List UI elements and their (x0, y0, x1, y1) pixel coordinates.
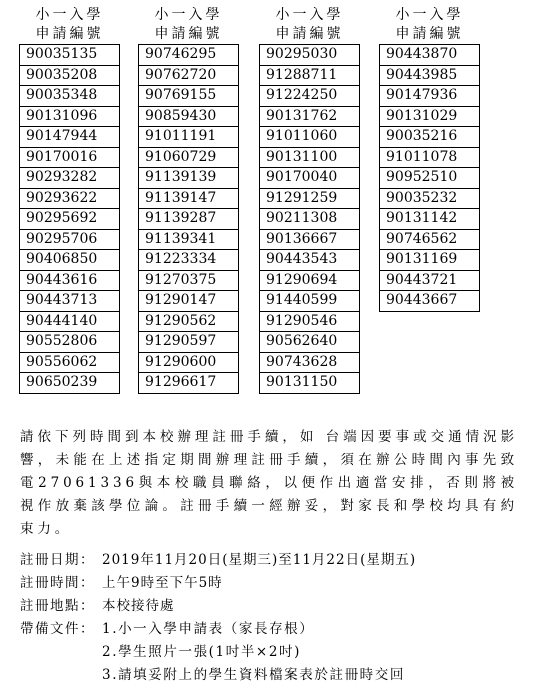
registration-time-row (20, 572, 535, 595)
table-row (380, 229, 480, 250)
application-number-cell: 91011191 (139, 127, 239, 148)
number-column-3 (259, 6, 360, 394)
number-column-2 (138, 6, 239, 394)
application-number-cell: 90769155 (139, 86, 239, 107)
application-number-cell: 90211308 (260, 209, 360, 230)
application-number-cell: 90295706 (20, 229, 120, 250)
number-table (19, 44, 120, 394)
table-row (139, 291, 239, 312)
application-number-cell: 90293282 (20, 168, 120, 189)
application-number-cell: 90147944 (20, 127, 120, 148)
document-item: 3.請填妥附上的學生資料檔案表於註冊時交回 (102, 667, 405, 683)
application-number-cell: 90952510 (380, 168, 480, 189)
application-number-cell: 90443616 (20, 270, 120, 291)
table-row (20, 311, 120, 332)
application-number-cell: 90035348 (20, 86, 120, 107)
column-header-line2: 申請編號 (395, 26, 464, 42)
application-number-cell: 90131142 (380, 209, 480, 230)
application-number-cell: 90859430 (139, 106, 239, 127)
application-number-cell: 90443667 (380, 291, 480, 312)
table-row (380, 86, 480, 107)
table-row (139, 311, 239, 332)
registration-details (20, 549, 535, 687)
table-row (260, 291, 360, 312)
table-row (380, 65, 480, 86)
table-row (139, 209, 239, 230)
application-number-cell: 91290562 (139, 311, 239, 332)
application-number-cell: 91139147 (139, 188, 239, 209)
documents-row (20, 641, 535, 664)
registration-time-value: 上午9時至下午5時 (102, 575, 223, 591)
application-number-cell: 91224250 (260, 86, 360, 107)
column-header-line1: 小一入學 (275, 7, 344, 23)
application-number-cell: 90746295 (139, 45, 239, 66)
table-row (380, 127, 480, 148)
column-header-line1: 小一入學 (35, 7, 104, 23)
table-row (139, 250, 239, 271)
application-number-cell: 91296617 (139, 373, 239, 394)
application-number-cell: 90295030 (260, 45, 360, 66)
application-number-cell: 91288711 (260, 65, 360, 86)
registration-place-row (20, 595, 535, 618)
table-row (139, 188, 239, 209)
column-header (259, 6, 360, 44)
table-row (380, 270, 480, 291)
table-row (20, 250, 120, 271)
application-number-cell: 90552806 (20, 332, 120, 353)
application-number-cell: 90762720 (139, 65, 239, 86)
column-header-line1: 小一入學 (395, 7, 464, 23)
table-row (260, 352, 360, 373)
registration-notice (20, 426, 518, 541)
table-row (260, 188, 360, 209)
table-row (260, 373, 360, 394)
application-number-cell: 90746562 (380, 229, 480, 250)
application-number-cell: 90035216 (380, 127, 480, 148)
application-number-cell: 90170016 (20, 147, 120, 168)
table-row (260, 86, 360, 107)
application-number-cell: 90556062 (20, 352, 120, 373)
application-number-cell: 91011078 (380, 147, 480, 168)
application-number-cell: 91440599 (260, 291, 360, 312)
table-row (260, 311, 360, 332)
column-header-line2: 申請編號 (35, 26, 104, 42)
application-number-cell: 90443985 (380, 65, 480, 86)
application-number-cell: 90295692 (20, 209, 120, 230)
table-row (260, 332, 360, 353)
application-number-cell: 91290546 (260, 311, 360, 332)
table-row (20, 352, 120, 373)
number-table (379, 44, 480, 312)
application-number-cell: 91290600 (139, 352, 239, 373)
application-number-cell: 90562640 (260, 332, 360, 353)
application-number-cell: 90035232 (380, 188, 480, 209)
application-number-cell: 90444140 (20, 311, 120, 332)
table-row (139, 270, 239, 291)
registration-time-label: 註冊時間： (20, 575, 95, 591)
table-row (139, 86, 239, 107)
application-number-cell: 91011060 (260, 127, 360, 148)
column-header (138, 6, 239, 44)
application-number-cell: 90293622 (20, 188, 120, 209)
table-row (380, 168, 480, 189)
table-row (20, 270, 120, 291)
application-number-cell: 90170040 (260, 168, 360, 189)
table-row (20, 229, 120, 250)
table-row (139, 332, 239, 353)
number-table (138, 44, 239, 394)
number-column-4 (379, 6, 480, 312)
table-row (20, 106, 120, 127)
table-row (20, 168, 120, 189)
application-number-cell: 91139287 (139, 209, 239, 230)
table-row (260, 45, 360, 66)
table-row (139, 168, 239, 189)
application-number-cell: 91290147 (139, 291, 239, 312)
table-row (20, 127, 120, 148)
table-row (20, 373, 120, 394)
table-row (20, 147, 120, 168)
table-row (260, 127, 360, 148)
documents-label: 帶備文件： (20, 621, 95, 637)
table-row (380, 291, 480, 312)
documents-row (20, 618, 535, 641)
application-number-cell: 90131096 (20, 106, 120, 127)
table-row (139, 373, 239, 394)
table-row (260, 250, 360, 271)
table-row (139, 65, 239, 86)
application-number-cell: 90035135 (20, 45, 120, 66)
column-header (379, 6, 480, 44)
application-number-cell: 91291259 (260, 188, 360, 209)
table-row (380, 250, 480, 271)
application-number-cell: 90650239 (20, 373, 120, 394)
table-row (139, 147, 239, 168)
column-header (19, 6, 120, 44)
table-row (20, 291, 120, 312)
table-row (139, 352, 239, 373)
number-table (259, 44, 360, 394)
application-number-cell: 90131762 (260, 106, 360, 127)
application-number-tables (19, 6, 539, 408)
application-number-cell: 91060729 (139, 147, 239, 168)
table-row (139, 229, 239, 250)
application-number-cell: 90443713 (20, 291, 120, 312)
table-row (260, 65, 360, 86)
table-row (380, 209, 480, 230)
column-header-line1: 小一入學 (154, 7, 223, 23)
table-row (380, 106, 480, 127)
table-row (380, 147, 480, 168)
registration-place-value: 本校接待處 (102, 598, 175, 614)
application-number-cell: 90131150 (260, 373, 360, 394)
table-row (20, 86, 120, 107)
application-number-cell: 91290694 (260, 270, 360, 291)
document-item: 1.小一入學申請表（家長存根） (102, 621, 315, 637)
application-number-cell: 90131169 (380, 250, 480, 271)
column-header-line2: 申請編號 (154, 26, 223, 42)
application-number-cell: 91223334 (139, 250, 239, 271)
table-row (260, 147, 360, 168)
application-number-cell: 90035208 (20, 65, 120, 86)
application-number-cell: 91270375 (139, 270, 239, 291)
application-number-cell: 90147936 (380, 86, 480, 107)
table-row (260, 106, 360, 127)
application-number-cell: 90406850 (20, 250, 120, 271)
application-number-cell: 90136667 (260, 229, 360, 250)
table-row (139, 106, 239, 127)
registration-date-label: 註冊日期： (20, 552, 95, 568)
table-row (139, 45, 239, 66)
application-number-cell: 90443870 (380, 45, 480, 66)
application-number-cell: 90443543 (260, 250, 360, 271)
table-row (260, 168, 360, 189)
table-row (260, 209, 360, 230)
notice-text: 請依下列時間到本校辦理註冊手續，如 台端因要事或交通情況影響，未能在上述指定期間辦理註冊手續，須在辦公時間內事先致電27061336與本校職員聯絡，以便作出適當安排，否則將被視作放棄該學位論。註冊手續一經辦妥，對家長和學校均具有約束力。 (20, 429, 518, 537)
table-row (260, 270, 360, 291)
table-row (380, 45, 480, 66)
registration-date-row (20, 549, 535, 572)
table-row (380, 188, 480, 209)
documents-row (20, 664, 535, 687)
application-number-cell: 90131029 (380, 106, 480, 127)
application-number-cell: 91139341 (139, 229, 239, 250)
table-row (139, 127, 239, 148)
application-number-cell: 91139139 (139, 168, 239, 189)
number-column-1 (19, 6, 120, 394)
registration-date-value: 2019年11月20日(星期三)至11月22日(星期五) (102, 552, 417, 568)
registration-place-label: 註冊地點： (20, 598, 95, 614)
table-row (20, 209, 120, 230)
column-header-line2: 申請編號 (275, 26, 344, 42)
application-number-cell: 90131100 (260, 147, 360, 168)
application-number-cell: 91290597 (139, 332, 239, 353)
table-row (20, 45, 120, 66)
application-number-cell: 90443721 (380, 270, 480, 291)
document-item: 2.學生照片一張(1吋半×2吋) (102, 644, 302, 660)
table-row (20, 65, 120, 86)
table-row (20, 188, 120, 209)
table-row (20, 332, 120, 353)
table-row (260, 229, 360, 250)
application-number-cell: 90743628 (260, 352, 360, 373)
